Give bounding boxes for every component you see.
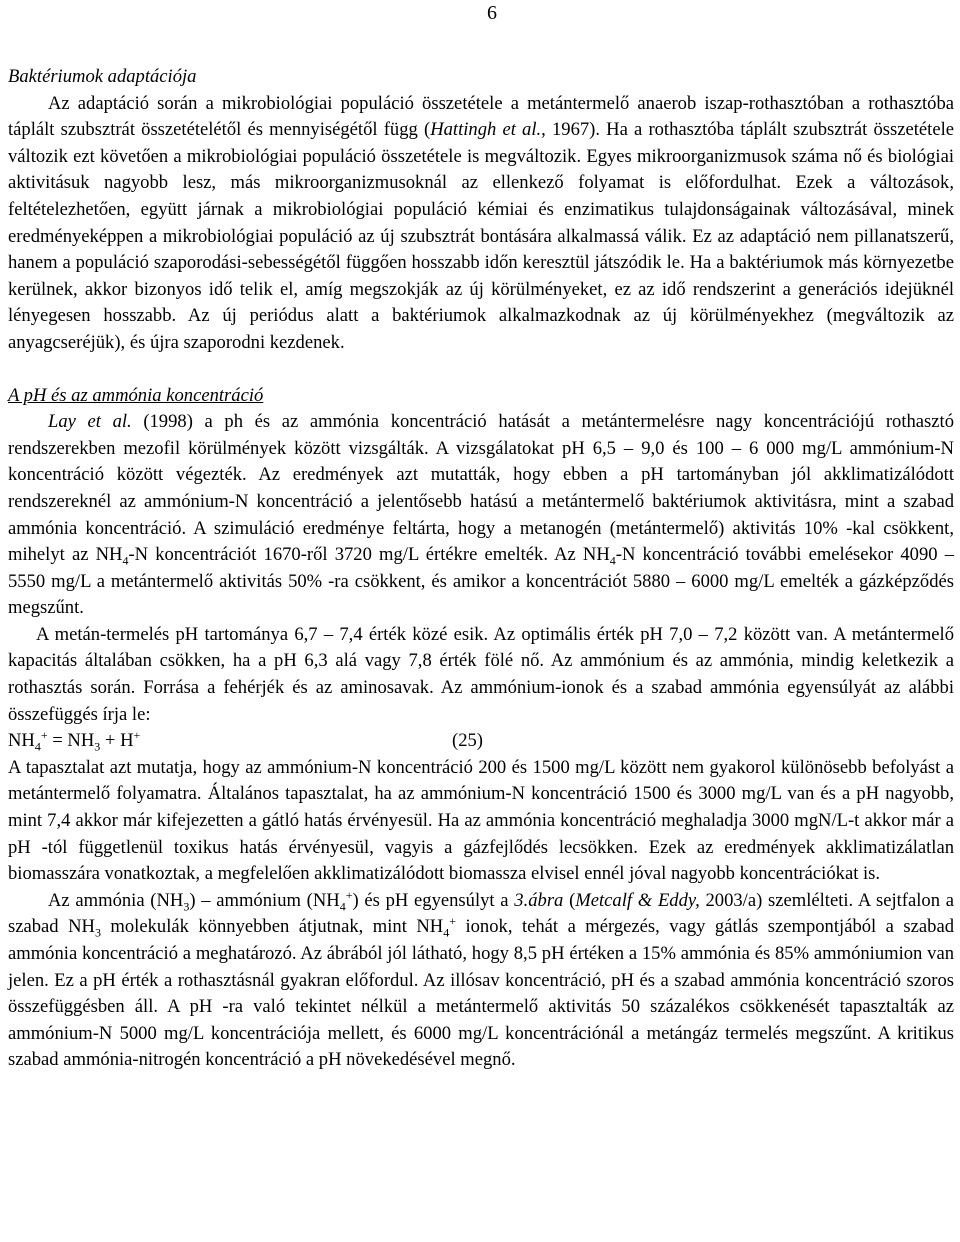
italic-text: Metcalf & Eddy, — [575, 889, 700, 911]
text-run: = NH — [47, 730, 95, 752]
paragraph-lay-study — [8, 409, 954, 622]
text-run: A metán-termelés pH tartománya 6,7 – 7,4 érték közé esik. Az optimális érték pH 7,0 – 7,2 között van. A metántermelő kapacitás általában csökken, ha a pH 6,3 alá vagy 7,8 érték fölé nő. Az ammónium és az ammónia, mindig keletkezik a rothasztás során. Forrása a fehérjék és az aminosavak. Az ammónium-ionok és a szabad ammónia egyensúlyát az alábbi összefüggés írja le: — [8, 623, 954, 725]
paragraph-adaptation — [8, 91, 954, 357]
page-number: 6 — [487, 2, 497, 24]
subscript: 4 — [122, 553, 129, 568]
subscript: 3 — [94, 926, 101, 941]
paragraph-ammonium-effect — [8, 755, 954, 888]
italic-text: 3.ábra — [514, 889, 564, 911]
italic-text: Hattingh et al. — [430, 119, 542, 141]
text-run: + H — [100, 730, 134, 752]
text-run: molekulák könnyebben átjutnak, mint NH — [100, 916, 444, 938]
text-run: A tapasztalat azt mutatja, hogy az ammónium-N koncentráció 200 és 1500 mg/L között nem gyakorol különösebb befolyást a metántermelő folyamatra. Általános tapasztalat, ha az ammónium-N koncentráció 1500 és 3000 mg/L van és a pH nagyobb, mint 7,4 akkor már kifejezetten a gátló hatás érvényesül. Ha az ammónia koncentráció meghaladja 3000 mgN/L-t akkor már a pH -tól függetlenül toxikus hatás érvényesül, vagyis a gázfejlődés lecsökken. Ezek az eredmények akklimatizálatlan biomasszára vonatkoztak, a megfelelően akklimatizálódott biomassza elvisel ennél jóval nagyobb koncentrációkat is. — [8, 756, 954, 885]
text-run: (1998) a ph és az ammónia koncentráció hatását a metántermelésre nagy koncentrációjú rothasztó rendszerekben mezofil körülmények között vizsgálták. A vizsgálatokat pH 6,5 – 9,0 és 100 – 6 000 mg/L ammónium-N koncentráció között végezték. Az eredmények azt mutatták, hogy ebben a pH tartományban jól akklimatizálódott rendszereknél az ammónium-N koncentráció a jelentősebb hatású a metántermelő baktériumok aktivitásra, mint a szabad ammónia koncentráció. A szimuláció eredménye feltárta, hogy a metanogén (metántermelő) aktivitás 10% -kal csökkent, mihelyt az NH — [8, 411, 954, 566]
text-run: 2003/a) szemlélteti. A sejtfalon a szabad NH — [8, 889, 954, 938]
subscript: 3 — [94, 739, 101, 754]
text-run: Az adaptáció során a mikrobiológiai populáció összetétele a metántermelő anaerob iszap-rothasztóban a rothasztóba táplált szubsztrát összetételétől és mennyiségétől függ ( — [8, 92, 954, 141]
subscript: 4 — [339, 899, 346, 914]
paragraph-ammonia-equilibrium — [8, 888, 954, 1074]
text-run: -N koncentrációt 1670-ről 3720 mg/L értékre emelték. Az NH — [128, 544, 610, 566]
text-run: , 1967). Ha a rothasztóba táplált szubsztrát összetétele változik ezt követően a mikrobiológiai populáció összetétele is megváltozik. Egyes mikroorganizmusok száma nő és biológiai aktivitásuk nagyobb lesz, más mikroorganizmusoknál az ellenkező folyamat is előfordulhat. Ezek a változások, feltételezhetően, együtt járnak a mikrobiológiai populáció kémiai és enzimatikus tulajdonságainak változásával, minek eredményeképpen a mikrobiológiai populáció az új szubsztrát bontására alkalmassá válik. Ez az adaptáció nem pillanatszerű, hanem a populáció szaporodási-sebességétől függően hosszabb időn keresztül játszódik le. Ha a baktériumok más környezetbe kerülnek, akkor bizonyos idő telik el, amíg megszokják az új körülményeket, ez az idő rendszerint a generációs idejüknél lényegesen hosszabb. Az új periódus alatt a baktériumok alkalmazkodnak az új körülményekhez (megváltozik az anyagcseréjük), és újra szaporodni kezdenek. — [8, 119, 954, 353]
text-run: -N koncentráció további emelésekor 4090 – 5550 mg/L a metántermelő aktivitás 50% -ra csökkent, és amikor a koncentrációt 5880 – 6000 mg/L emelték a gázképződés megszűnt. — [8, 544, 954, 619]
section-heading-ph-ammonia: A pH és az ammónia koncentráció — [8, 384, 264, 406]
equation — [8, 728, 452, 755]
text-run: Az ammónia (NH — [48, 889, 184, 911]
subscript: 4 — [34, 739, 41, 754]
superscript: + — [449, 914, 456, 929]
paragraph-ph-range — [8, 622, 954, 728]
subscript: 3 — [183, 899, 190, 914]
equation-row — [8, 728, 954, 755]
equation-number: (25) — [452, 730, 483, 752]
text-run: ( — [563, 889, 576, 911]
text-run: ionok, tehát a mérgezés, vagy gátlás szempontjából a szabad ammónia koncentráció a meghatározó. Az ábrából jól látható, hogy 8,5 pH értéken a 15% ammónia és 85% ammóniumion van jelen. Ez a pH érték a rothasztásnál gyakran előfordul. Az illósav koncentráció, pH és a szabad ammónia koncentráció szoros összefüggésben áll. A pH -ra való tekintet nélkül a metántermelő aktivitás 50 százalékos csökkenését tapasztalták az ammónium-N 5000 mg/L koncentrációja mellett, és 6000 mg/L koncentrációnál a metángáz termelés megszűnt. A kritikus szabad ammónia-nitrogén koncentráció a pH növekedésével megnő. — [8, 916, 955, 1071]
superscript: + — [345, 887, 353, 902]
subscript: 4 — [443, 926, 450, 941]
superscript: + — [133, 728, 141, 743]
subscript: 4 — [609, 553, 616, 568]
italic-text: Lay et al. — [48, 411, 132, 433]
superscript: + — [40, 728, 48, 743]
document-body — [8, 64, 954, 1074]
section-heading-adaptation: Baktériumok adaptációja — [8, 66, 197, 87]
text-run: NH — [8, 730, 35, 752]
text-run: ) – ammónium (NH — [189, 889, 340, 911]
text-run: ) és pH egyensúlyt a — [352, 889, 515, 911]
